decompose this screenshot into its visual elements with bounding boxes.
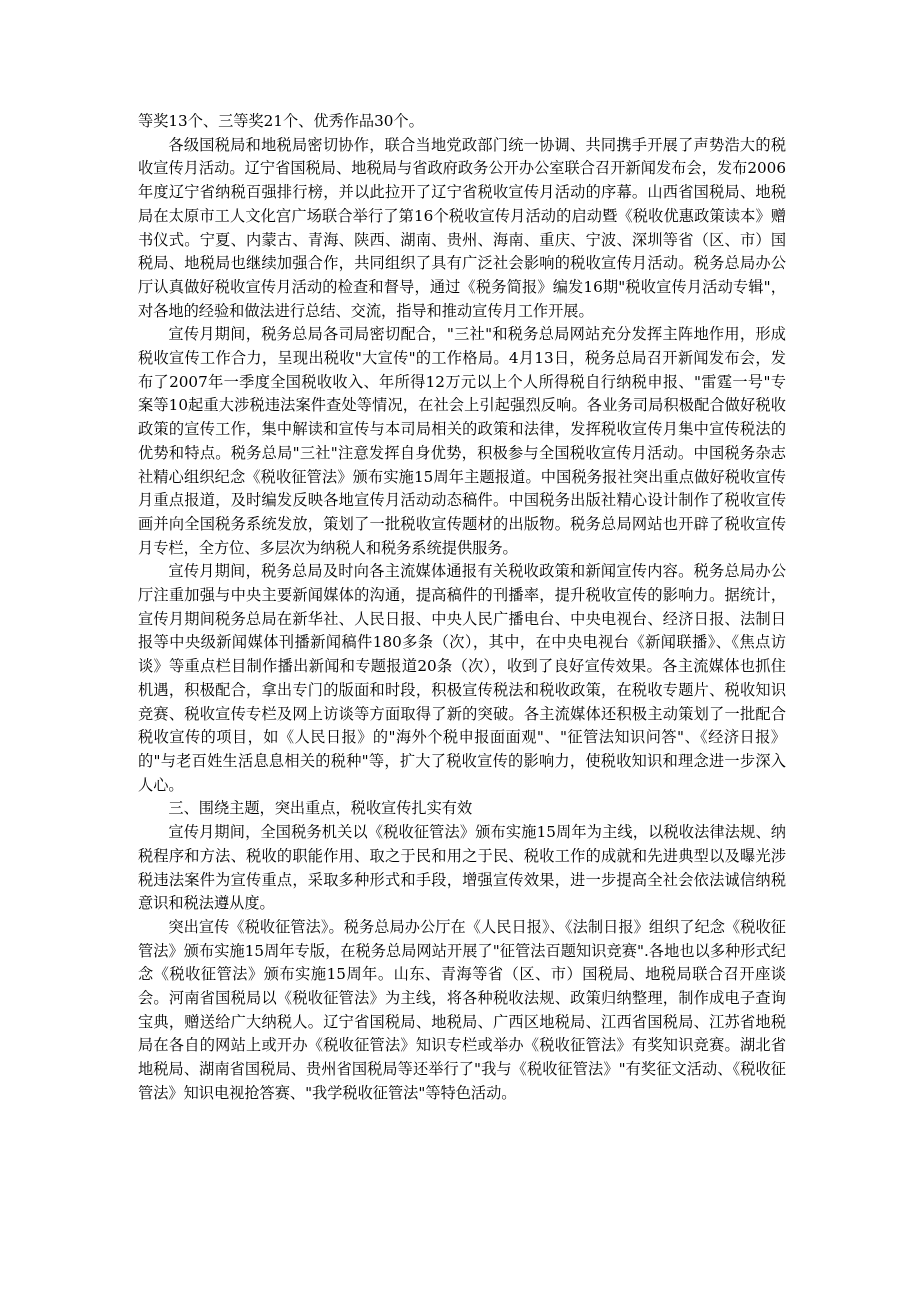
- paragraph-4: 宣传月期间，税务总局及时向各主流媒体通报有关税收政策和新闻宣传内容。税务总局办公厅注重加强与中央主要新闻媒体的沟通，提高稿件的刊播率，提升税收宣传的影响力。据统计，宣传月期间税务总局在新华社、人民日报、中央人民广播电台、中央电视台、经济日报、法制日报等中央级新闻媒体刊播新闻稿件180多条（次），其中，在中央电视台《新闻联播》、《焦点访谈》等重点栏目制作播出新闻和专题报道20条（次），收到了良好宣传效果。各主流媒体也抓住机遇，积极配合，拿出专门的版面和时段，积极宣传税法和税收政策，在税收专题片、税收知识竞赛、税收宣传专栏及网上访谈等方面取得了新的突破。各主流媒体还积极主动策划了一批配合税收宣传的项目，如《人民日报》的"海外个税申报面面观"、"征管法知识问答"、《经济日报》的"与老百姓生活息息相关的税种"等，扩大了税收宣传的影响力，使税收知识和理念进一步深入人心。: [138, 562, 786, 794]
- document-page: [138, 110, 786, 1106]
- paragraph-2: 各级国税局和地税局密切协作，联合当地党政部门统一协调、共同携手开展了声势浩大的税收宣传月活动。辽宁省国税局、地税局与省政府政务公开办公室联合召开新闻发布会，发布2006年度辽宁省纳税百强排行榜，并以此拉开了辽宁省税收宣传月活动的序幕。山西省国税局、地税局在太原市工人文化宫广场联合举行了第16个税收宣传月活动的启动暨《税收优惠政策读本》赠书仪式。宁夏、内蒙古、青海、陕西、湖南、贵州、海南、重庆、宁波、深圳等省（区、市）国税局、地税局也继续加强合作，共同组织了具有广泛社会影响的税收宣传月活动。税务总局办公厅认真做好税收宣传月活动的检查和督导，通过《税务简报》编发16期"税收宣传月活动专辑"，对各地的经验和做法进行总结、交流，指导和推动宣传月工作开展。: [138, 135, 786, 320]
- paragraph-3: 宣传月期间，税务总局各司局密切配合，"三社"和税务总局网站充分发挥主阵地作用，形成税收宣传工作合力，呈现出税收"大宣传"的工作格局。4月13日，税务总局召开新闻发布会，发布了2007年一季度全国税收收入、年所得12万元以上个人所得税自行纳税申报、"雷霆一号"专案等10起重大涉税违法案件查处等情况，在社会上引起强烈反响。各业务司局积极配合做好税收政策的宣传工作，集中解读和宣传与本司局相关的政策和法律，发挥税收宣传月集中宣传税法的优势和特点。税务总局"三社"注意发挥自身优势，积极参与全国税收宣传月活动。中国税务杂志社精心组织纪念《税收征管法》颁布实施15周年主题报道。中国税务报社突出重点做好税收宣传月重点报道，及时编发反映各地宣传月活动动态稿件。中国税务出版社精心设计制作了税收宣传画并向全国税务系统发放，策划了一批税收宣传题材的出版物。税务总局网站也开辟了税收宣传月专栏，全方位、多层次为纳税人和税务系统提供服务。: [138, 325, 786, 557]
- paragraph-1: 等奖13个、三等奖21个、优秀作品30个。: [138, 112, 424, 130]
- paragraph-6: 突出宣传《税收征管法》。税务总局办公厅在《人民日报》、《法制日报》组织了纪念《税收征管法》颁布实施15周年专版，在税务总局网站开展了"征管法百题知识竞赛".各地也以多种形式纪念《税收征管法》颁布实施15周年。山东、青海等省（区、市）国税局、地税局联合召开座谈会。河南省国税局以《税收征管法》为主线，将各种税收法规、政策归纳整理，制作成电子查询宝典，赠送给广大纳税人。辽宁省国税局、地税局、广西区地税局、江西省国税局、江苏省地税局在各自的网站上或开办《税收征管法》知识专栏或举办《税收征管法》有奖知识竞赛。湖北省地税局、湖南省国税局、贵州省国税局等还举行了"我与《税收征管法》"有奖征文活动、《税收征管法》知识电视抢答赛、"我学税收征管法"等特色活动。: [138, 917, 786, 1102]
- section-heading: 三、围绕主题，突出重点，税收宣传扎实有效: [168, 799, 473, 818]
- paragraph-5: 宣传月期间，全国税务机关以《税收征管法》颁布实施15周年为主线，以税收法律法规、纳税程序和方法、税收的职能作用、取之于民和用之于民、税收工作的成就和先进典型以及曝光涉税违法案件为宣传重点，采取多种形式和手段，增强宣传效果，进一步提高全社会依法诚信纳税意识和税法遵从度。: [138, 823, 786, 913]
